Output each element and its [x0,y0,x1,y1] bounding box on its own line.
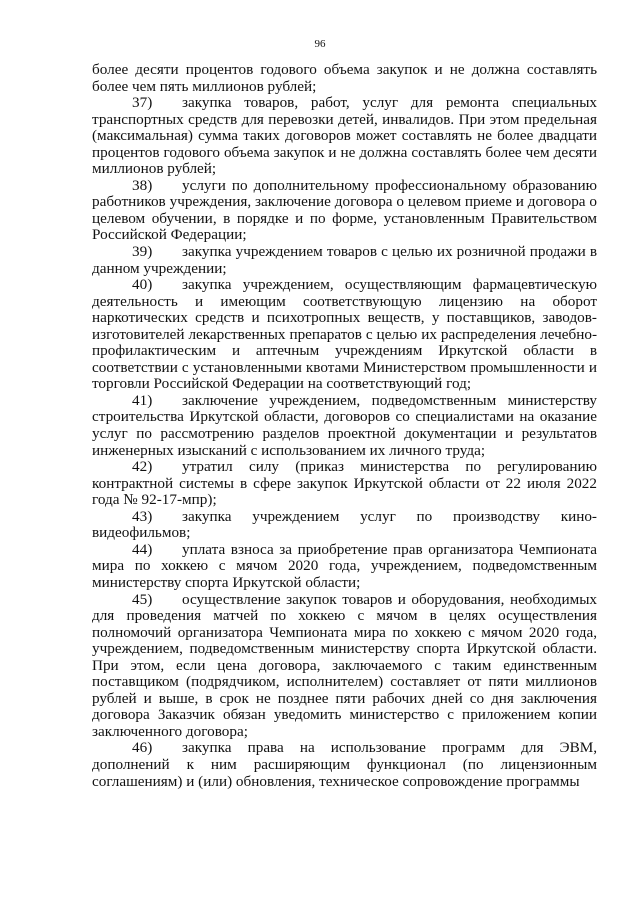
list-item-40 [92,277,597,393]
list-item-39 [92,244,597,277]
item-number: 46) [132,739,153,757]
paragraph-text: утратил силу (приказ министерства по регулированию контрактной системы в сфере закупок Иркутской области от 22 июля 2022 года № 92-17-мпр); [92,458,597,509]
paragraph-text: закупка учреждением, осуществляющим фармацевтическую деятельность и имеющим соответствующую лицензию на оборот наркотических средств и психотропных веществ, у поставщиков, заводов-изготовителей лекарственных препаратов с целью их распределения лечебно-профилактическим и аптечным учреждениям Иркутской области в соответствии с установленными квотами Министерством промышленности и торговли Российской Федерации на соответствующий год; [92,276,597,393]
list-item-45 [92,592,597,741]
item-number: 43) [132,507,153,525]
paragraph-text: осуществление закупок товаров и оборудования, необходимых для проведения матчей по хоккею с мячом в целях осуществления полномочий организатора Чемпионата мира по хоккею с мячом 2020 года, учреждением, подведомственным министерству спорта Иркутской области. При этом, если цена договора, заключаемого с таким единственным поставщиком (подрядчиком, исполнителем) составляет от пяти миллионов рублей и выше, в срок не позднее пяти рабочих дней со дня заключения договора Заказчик обязан уведомить министерство с приложением копии заключенного договора; [92,590,597,740]
item-number: 37) [132,94,153,112]
item-number: 44) [132,540,153,558]
list-item-41 [92,393,597,459]
paragraph-text: уплата взноса за приобретение прав организатора Чемпионата мира по хоккею с мячом 2020 года, учреждением, подведомственным министерству спорта Иркутской области; [92,540,597,591]
item-number: 40) [132,276,153,294]
paragraph-text: закупка учреждением услуг по производству кино-видеофильмов; [92,507,597,542]
item-number: 41) [132,391,153,409]
paragraph-text: закупка учреждением товаров с целью их розничной продажи в данном учреждении; [92,243,597,277]
paragraph-text: закупка права на использование программ для ЭВМ, дополнений к ним расширяющим функционал (по лицензионным соглашениям) и (или) обновления, техническое сопровождение программы [92,739,597,790]
paragraph-text: услуги по дополнительному профессиональному образованию работников учреждения, заключение договора о целевом приеме и договора о целевом обучении, в порядке и по форме, установленным Правительством Российской Федерации; [92,176,597,244]
list-item-42 [92,459,597,509]
list-item-44 [92,542,597,592]
paragraph-continuation [92,62,597,95]
item-number: 39) [132,243,153,261]
item-number: 38) [132,176,153,194]
paragraph-text: заключение учреждением, подведомственным министерству строительства Иркутской области, договоров со специалистами на оказание услуг по рассмотрению разделов проектной документации и результатов инженерных изысканий с использованием их личного труда; [92,391,597,459]
page-number: 96 [314,38,326,50]
list-item-43 [92,509,597,542]
item-number: 42) [132,458,153,476]
paragraph-text: закупка товаров, работ, услуг для ремонта специальных транспортных средств для перевозки детей, инвалидов. При этом предельная (максимальная) сумма таких договоров может составлять не более двадцати процентов годового объема закупок и не должна составлять более чем десяти миллионов рублей; [92,94,597,178]
list-item-37 [92,95,597,178]
list-item-38 [92,178,597,244]
list-item-46 [92,740,597,790]
item-number: 45) [132,590,153,608]
paragraph-text: более десяти процентов годового объема закупок и не должна составлять более чем пять миллионов рублей; [92,61,597,95]
document-body [92,62,597,790]
